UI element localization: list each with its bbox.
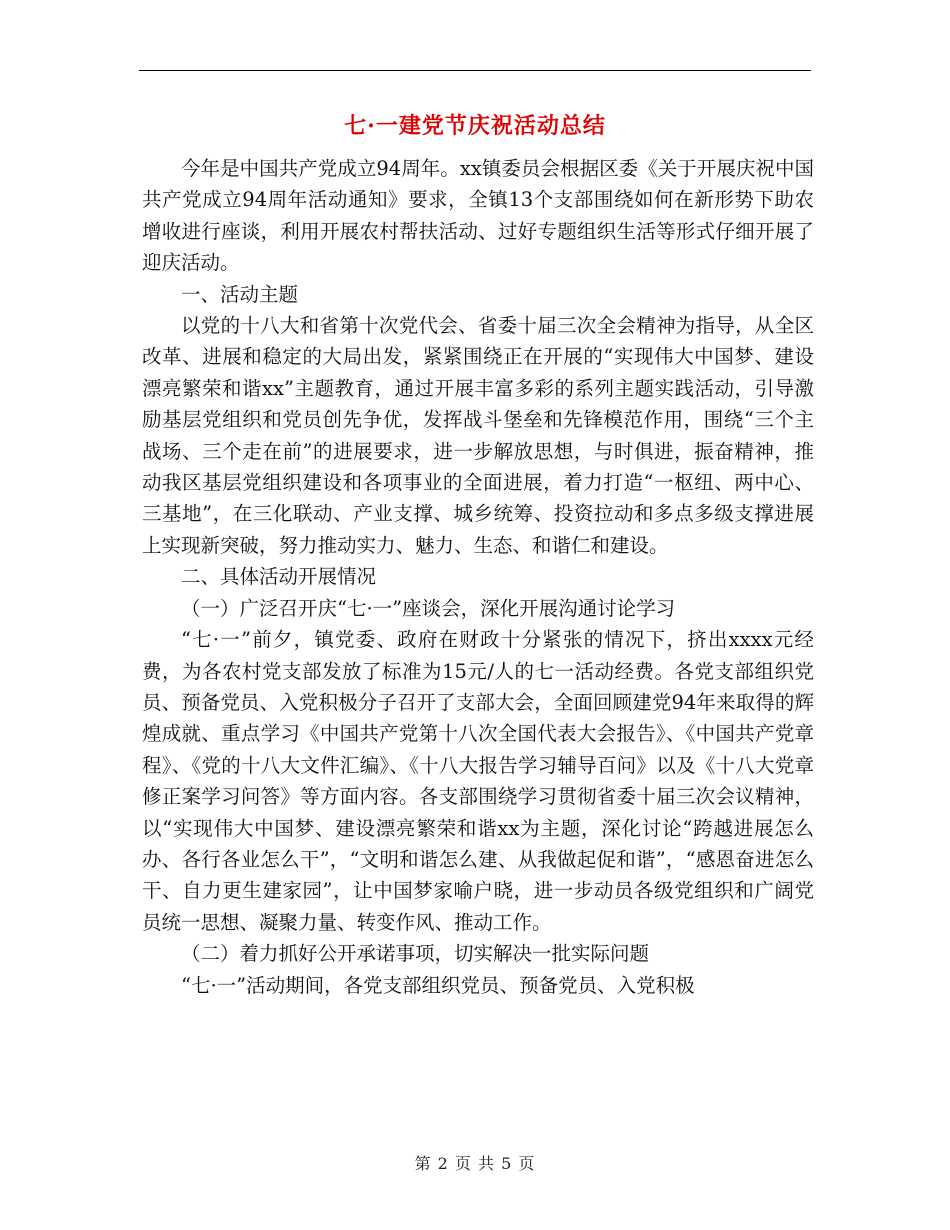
section-heading-theme: 一、活动主题: [181, 282, 299, 306]
document-body: [142, 153, 814, 1001]
section-heading-activities: 二、具体活动开展情况: [181, 565, 377, 589]
header-rule: [139, 70, 811, 71]
subheading-commitments: （二）着力抓好公开承诺事项，切实解决一批实际问题: [181, 942, 650, 966]
paragraph-commitments: “七·一”活动期间，各党支部组织党员、预备党员、入党积极: [181, 973, 695, 997]
page-number: 第 2 页 共 5 页: [414, 1154, 536, 1173]
document-title: 七·一建党节庆祝活动总结: [344, 113, 606, 139]
subheading-forum: （一）广泛召开庆“七·一”座谈会，深化开展沟通讨论学习: [181, 596, 676, 620]
paragraph-intro: 今年是中国共产党成立94周年。xx镇委员会根据区委《关于开展庆祝中国共产党成立94周年活动通知》要求，全镇13个支部围绕如何在新形势下助农增收进行座谈，利用开展农村帮扶活动、过好专题组织生活等形式仔细开展了迎庆活动。: [142, 157, 814, 275]
paragraph-theme: 以党的十八大和省第十次党代会、省委十届三次全会精神为指导，从全区改革、进展和稳定的大局出发，紧紧围绕正在开展的“实现伟大中国梦、建设漂亮繁荣和谐xx”主题教育，通过开展丰富多彩的系列主题实践活动，引导激励基层党组织和党员创先争优，发挥战斗堡垒和先锋模范作用，围绕“三个主战场、三个走在前”的进展要求，进一步解放思想，与时俱进，振奋精神，推动我区基层党组织建设和各项事业的全面进展，着力打造“一枢纽、两中心、三基地”，在三化联动、产业支撑、城乡统筹、投资拉动和多点多级支撑进展上实现新突破，努力推动实力、魅力、生态、和谐仁和建设。: [142, 314, 814, 557]
paragraph-forum: “七·一”前夕，镇党委、政府在财政十分紧张的情况下，挤出xxxx元经费，为各农村党支部发放了标准为15元/人的七一活动经费。各党支部组织党员、预备党员、入党积极分子召开了支部大会，全面回顾建党94年来取得的辉煌成就、重点学习《中国共产党第十八次全国代表大会报告》、《中国共产党章程》、《党的十八大文件汇编》、《十八大报告学习辅导百问》以及《十八大党章修正案学习问答》等方面内容。各支部围绕学习贯彻省委十届三次会议精神，以“实现伟大中国梦、建设漂亮繁荣和谐xx为主题，深化讨论“跨越进展怎么办、各行各业怎么干”，“文明和谐怎么建、从我做起促和谐”，“感恩奋进怎么干、自力更生建家园”，让中国梦家喻户晓，进一步动员各级党组织和广阔党员统一思想、凝聚力量、转变作风、推动工作。: [142, 628, 814, 934]
